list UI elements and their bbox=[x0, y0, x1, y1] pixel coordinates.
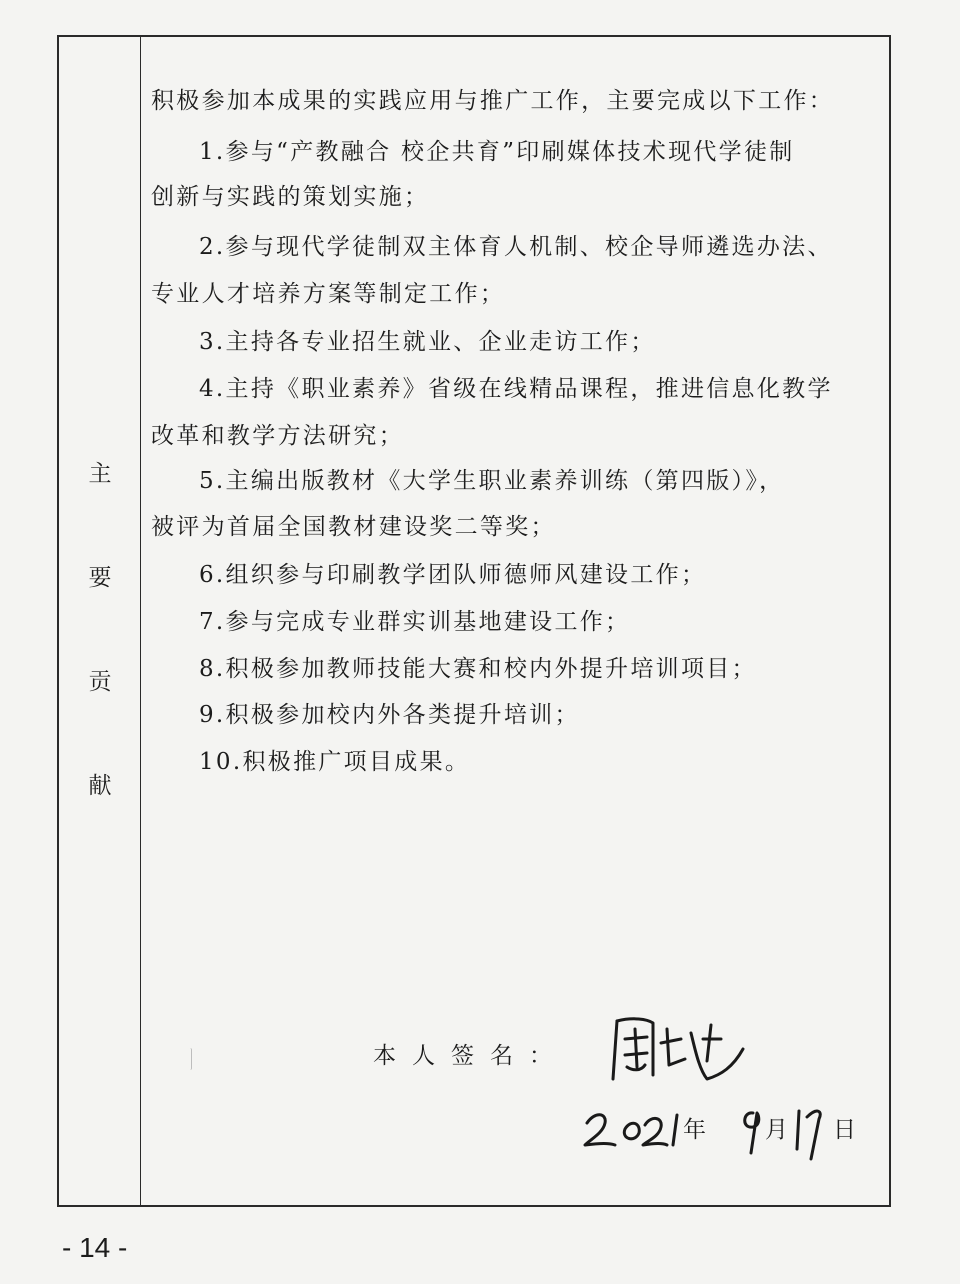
section-label-char: 要 bbox=[88, 565, 112, 591]
contribution-content bbox=[141, 37, 889, 1205]
contribution-item-line: 专业人才培养方案等制定工作； bbox=[151, 281, 506, 307]
section-label-char: 贡 bbox=[88, 669, 112, 695]
date-day-unit: 日 bbox=[833, 1117, 856, 1143]
contribution-item-line: 7.参与完成专业群实训基地建设工作； bbox=[199, 609, 631, 635]
contribution-item-line: 1.参与“产教融合 校企共育”印刷媒体技术现代学徒制 bbox=[199, 139, 795, 165]
signature-label: 本人签名： bbox=[373, 1043, 568, 1069]
section-label-column bbox=[59, 37, 141, 1205]
contribution-item-line: 被评为首届全国教材建设奖二等奖； bbox=[151, 514, 556, 540]
section-label-char: 主 bbox=[88, 461, 112, 487]
page-number: - 14 - bbox=[62, 1232, 128, 1263]
handwritten-date bbox=[581, 1089, 871, 1169]
date-month-unit: 月 bbox=[765, 1117, 788, 1143]
date-year-unit: 年 bbox=[683, 1117, 706, 1143]
contribution-item-line: 3.主持各专业招生就业、企业走访工作； bbox=[199, 329, 656, 355]
contribution-item-line: 2.参与现代学徒制双主体育人机制、校企导师遴选办法、 bbox=[199, 234, 833, 260]
contribution-item-line: 5.主编出版教材《大学生职业素养训练（第四版）》， bbox=[199, 468, 785, 494]
intro-line: 积极参加本成果的实践应用与推广工作，主要完成以下工作： bbox=[151, 88, 835, 114]
handwritten-date-digits bbox=[581, 1089, 871, 1169]
contribution-table bbox=[57, 35, 891, 1207]
contribution-item-line: 8.积极参加教师技能大赛和校内外提升培训项目； bbox=[199, 656, 757, 682]
contribution-item-line: 改革和教学方法研究； bbox=[151, 423, 404, 449]
contribution-item-line: 创新与实践的策划实施； bbox=[151, 184, 430, 210]
contribution-item-line: 10.积极推广项目成果。 bbox=[199, 749, 471, 775]
section-label-char: 献 bbox=[88, 773, 112, 799]
handwritten-signature bbox=[603, 1009, 753, 1089]
contribution-item-line: 6.组织参与印刷教学团队师德师风建设工作； bbox=[199, 562, 707, 588]
contribution-item-line: 4.主持《职业素养》省级在线精品课程，推进信息化教学 bbox=[199, 376, 833, 402]
contribution-item-line: 9.积极参加校内外各类提升培训； bbox=[199, 702, 580, 728]
scan-mark bbox=[188, 1048, 192, 1070]
